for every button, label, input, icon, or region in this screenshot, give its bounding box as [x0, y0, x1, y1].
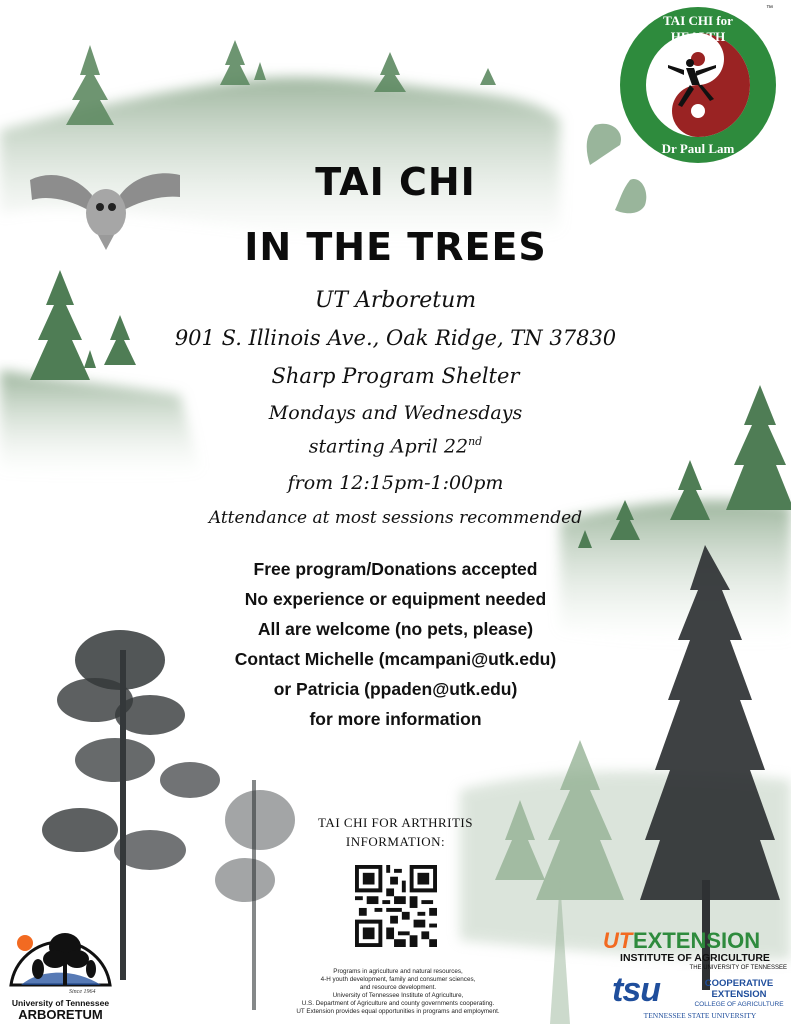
footer-line: University of Tennessee Institute of Agriculture,	[332, 992, 464, 999]
tsu-extension-logo	[612, 971, 788, 1021]
shelter-name: Sharp Program Shelter	[271, 364, 520, 388]
taichi-logo-tm: ™	[766, 5, 773, 12]
tsu-mark: tsu	[612, 971, 660, 1009]
detail-more-info: for more information	[309, 709, 482, 729]
title-line-1: TAI CHI	[315, 160, 476, 204]
title-line-2: IN THE TREES	[244, 225, 547, 269]
detail-contact-patricia: or Patricia (ppaden@utk.edu)	[273, 679, 518, 699]
tsu-college: COLLEGE OF AGRICULTURE	[694, 1001, 784, 1008]
ut-arboretum-logo	[3, 925, 118, 1021]
start-date	[0, 435, 791, 457]
qr-code[interactable]	[355, 865, 437, 947]
the-university-of-tennessee: THE UNIVERSITY OF TENNESSEE	[689, 965, 787, 971]
detail-contact-michelle: Contact Michelle (mcampani@utk.edu)	[234, 649, 557, 669]
tsu-extension: EXTENSION	[711, 989, 767, 1000]
arboretum-university: University of Tennessee	[11, 998, 110, 1008]
footer-line: U.S. Department of Agriculture and county governments cooperating.	[301, 1000, 495, 1007]
ut-extension-logo	[603, 928, 789, 973]
extension-word: EXTENSION	[633, 928, 761, 953]
attendance-note: Attendance at most sessions recommended	[208, 508, 583, 528]
footer-line: UT Extension provides equal opportunities in programs and employment.	[296, 1008, 500, 1015]
arboretum-name: ARBORETUM	[18, 1007, 103, 1022]
taichi-logo-top-text: TAI CHI for HEALTH	[663, 13, 733, 44]
taichi-logo-bottom-text: Dr Paul Lam	[661, 141, 735, 156]
start-date-suffix: nd	[468, 435, 483, 448]
detail-free-program: Free program/Donations accepted	[253, 559, 538, 579]
footer-line: 4-H youth development, family and consumer sciences,	[320, 976, 476, 983]
start-date-text: starting April 22	[308, 435, 469, 458]
qr-caption-line-2: INFORMATION:	[345, 834, 446, 849]
venue-name: UT Arboretum	[314, 288, 477, 313]
footer-line: Programs in agriculture and natural resources,	[333, 968, 463, 975]
venue-address: 901 S. Illinois Ave., Oak Ridge, TN 37830	[174, 326, 617, 350]
footer-disclaimer	[258, 968, 538, 1016]
meeting-days: Mondays and Wednesdays	[268, 402, 523, 424]
ut-mark: UT	[603, 928, 633, 953]
tsu-cooperative: COOPERATIVE	[704, 978, 774, 989]
footer-line: and resource development.	[359, 984, 437, 991]
tsu-university: TENNESSEE STATE UNIVERSITY	[643, 1011, 757, 1020]
session-time: from 12:15pm-1:00pm	[287, 472, 504, 494]
detail-all-welcome: All are welcome (no pets, please)	[257, 619, 534, 639]
institute-of-agriculture: INSTITUTE OF AGRICULTURE	[620, 952, 770, 964]
qr-caption-line-1: TAI CHI FOR ARTHRITIS	[318, 815, 473, 830]
taichi-for-health-logo	[618, 5, 778, 165]
arboretum-since: Since 1964	[69, 989, 96, 995]
detail-no-experience: No experience or equipment needed	[244, 589, 547, 609]
